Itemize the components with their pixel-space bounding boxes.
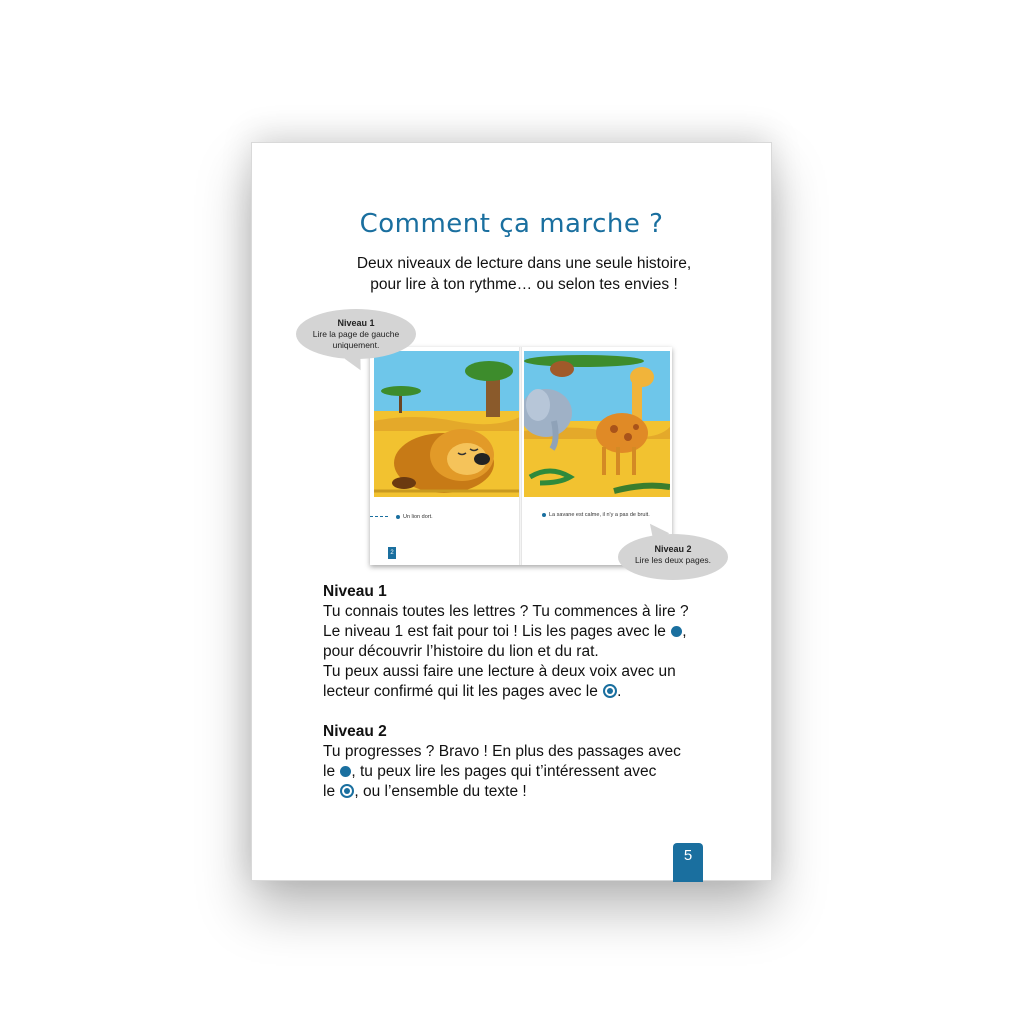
bubble-level2-heading: Niveau 2	[654, 544, 692, 554]
savanna-scene-image	[524, 351, 670, 497]
niveau-1-line-3: pour découvrir l’histoire du lion et du rat.	[323, 643, 599, 660]
niveau-2-heading: Niveau 2	[323, 723, 387, 740]
niveau-1-heading: Niveau 1	[323, 583, 387, 600]
niveau-1-line-5-text: lecteur confirmé qui lit les pages avec le	[323, 683, 603, 700]
niveau-1-line-2	[323, 622, 743, 642]
spread-left-page	[370, 347, 520, 565]
page-subtitle	[332, 253, 716, 295]
caption-left-text: Un lion dort.	[403, 514, 433, 520]
niveau-2-line-1: Tu progresses ? Bravo ! En plus des passages avec	[323, 743, 681, 760]
blue-dot-icon	[340, 766, 351, 777]
section-niveau-2	[323, 722, 743, 802]
level1-dot-icon	[396, 515, 400, 519]
niveau-1-line-1: Tu connais toutes les lettres ? Tu commences à lire ?	[323, 603, 689, 620]
niveau-2-line-2-start: le	[323, 763, 340, 780]
subtitle-line-2: pour lire à ton rythme… ou selon tes envies !	[370, 276, 678, 293]
mini-page-number: 2	[388, 547, 396, 559]
niveau-2-line-3-end: , ou l’ensemble du texte !	[354, 783, 527, 800]
book-page	[251, 142, 772, 881]
bubble-level1-heading: Niveau 1	[337, 318, 375, 328]
niveau-1-line-4: Tu peux aussi faire une lecture à deux voix avec un	[323, 663, 676, 680]
niveau-2-line-2	[323, 762, 743, 782]
page-title: Comment ça marche ?	[359, 209, 664, 239]
niveau-2-line-3-start: le	[323, 783, 340, 800]
level2-dot-icon	[542, 513, 546, 517]
bubble-level2-text: Lire les deux pages.	[634, 555, 712, 565]
subtitle-line-1: Deux niveaux de lecture dans une seule histoire,	[356, 255, 692, 272]
blue-ring-dot-icon	[603, 684, 617, 698]
niveau-2-line-2-end: , tu peux lire les pages qui t’intéressent avec	[351, 763, 657, 780]
blue-ring-dot-icon	[340, 784, 354, 798]
caption-left	[396, 514, 433, 521]
bubble-level2	[618, 534, 728, 580]
niveau-2-line-3	[323, 782, 743, 802]
blue-dot-icon	[671, 626, 682, 637]
section-niveau-1	[323, 582, 743, 702]
caption-right-text: La savane est calme, il n'y a pas de bruit.	[549, 512, 650, 518]
book-spread-illustration	[370, 347, 672, 565]
lion-scene-image	[374, 351, 520, 497]
page-number-tab: 5	[673, 843, 703, 882]
niveau-1-line-2-text: Le niveau 1 est fait pour toi ! Lis les pages avec le	[323, 623, 671, 640]
bubble-level1	[296, 309, 416, 359]
niveau-1-line-5	[323, 682, 743, 702]
caption-right	[542, 512, 670, 519]
level1-marker-line	[370, 516, 388, 517]
niveau-1-line-5-end: .	[617, 683, 622, 700]
bubble-level1-text: Lire la page de gauche uniquement.	[312, 329, 400, 350]
niveau-1-line-2-end: ,	[682, 623, 687, 640]
